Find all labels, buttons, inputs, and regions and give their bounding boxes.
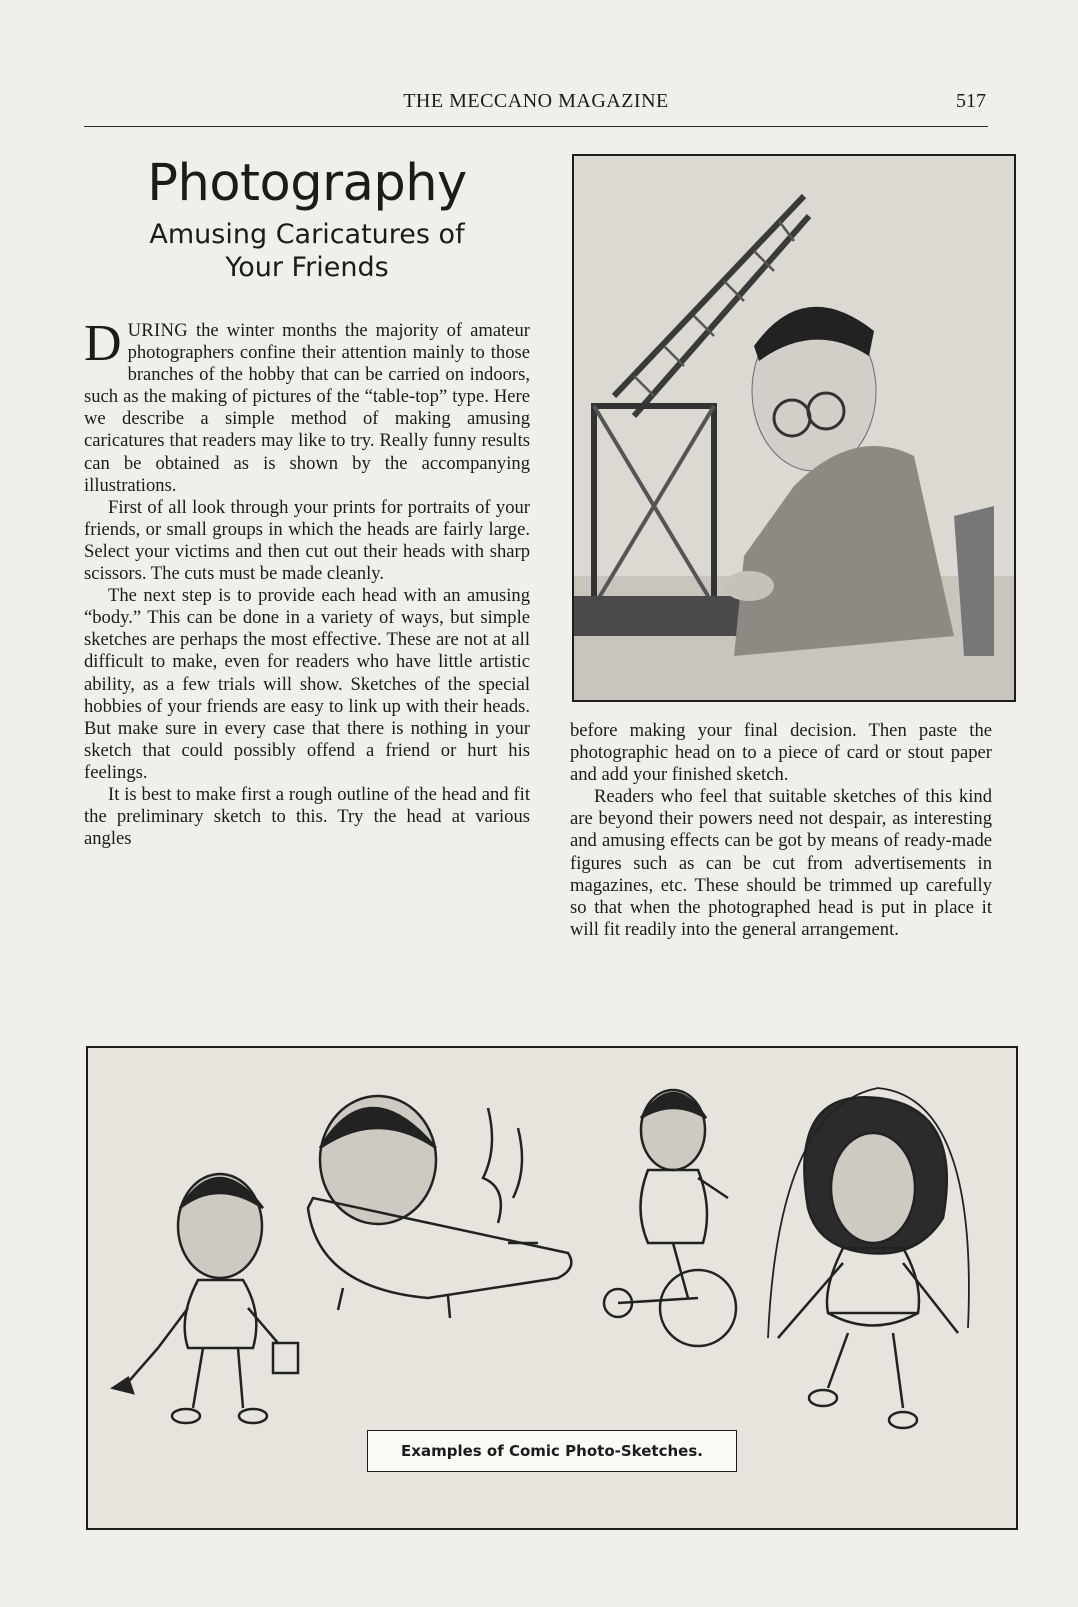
article-title: Photography — [147, 154, 467, 213]
subtitle-line-1: Amusing Caricatures of — [149, 219, 465, 250]
paragraph — [84, 315, 530, 497]
magazine-title: THE MECCANO MAGAZINE — [403, 90, 669, 112]
header-rule — [84, 126, 988, 127]
drop-cap: D — [84, 315, 122, 372]
paragraph-text: the winter months the majority of amateur photographers confine their attention mainly to those branches of the hobby that can be carried on indoors, such as the making of pictures of the “table-top” type. Here we describe a simple method of making amusing caricatures that readers may like to try. Really funny results can be obtained as is shown by the accompanying illustrations. — [84, 320, 530, 496]
figure-caption: Examples of Comic Photo-Sketches. — [367, 1430, 737, 1472]
article-subtitle — [84, 219, 530, 285]
first-word: URING — [127, 320, 188, 341]
page-number: 517 — [956, 90, 986, 112]
paragraph: Readers who feel that suitable sketches of this kind are beyond their powers need not despair, as interesting and amusing effects can be got by means of ready-made figures such as can be cut from advertisements in magazines, etc. These should be trimmed up carefully so that when the photographed head is put in place it will fit readily into the general arrangement. — [570, 786, 992, 940]
paragraph: The next step is to provide each head with an amusing “body.” This can be done in a variety of ways, but simple sketches are perhaps the most effective. These are not at all difficult to make, even for readers who have little artistic ability, as a few trials will show. Sketches of the special hobbies of your friends are easy to link up with their heads. But make sure in every case that there is nothing in your sketch that could possibly offend a friend or hurt his feelings. — [84, 585, 530, 783]
paragraph: It is best to make first a rough outline of the head and fit the preliminary sketch to this. Try the head at various angles — [84, 783, 530, 850]
right-column — [570, 720, 992, 941]
running-header — [84, 90, 988, 120]
article-title-block — [84, 154, 530, 285]
crane-photo-drawing — [574, 156, 1014, 700]
paragraph: First of all look through your prints for portraits of your friends, or small groups in which the heads are fairly large. Select your victims and then cut out their heads with sharp scissors. The cuts must be made cleanly. — [84, 496, 530, 585]
subtitle-line-2: Your Friends — [225, 251, 389, 283]
paragraph: before making your final decision. Then paste the photographic head on to a piece of card or stout paper and add your finished sketch. — [570, 720, 992, 786]
left-column — [84, 315, 530, 850]
crane-caricature-photo — [572, 154, 1016, 702]
